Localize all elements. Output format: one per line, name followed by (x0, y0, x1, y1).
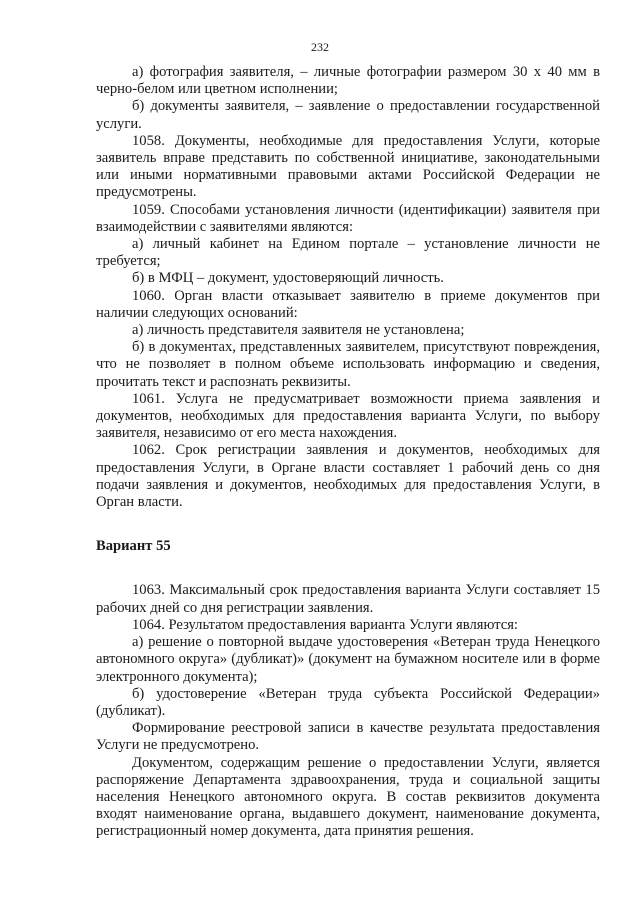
paragraph: а) личный кабинет на Едином портале – установление личности не требуется; (96, 236, 600, 270)
paragraph: б) в МФЦ – документ, удостоверяющий личность. (132, 270, 444, 287)
paragraph: 1061. Услуга не предусматривает возможности приема заявления и документов, необходимых для предоставления варианта Услуги, по выбору заявителя, независимо от его места нахождения. (96, 390, 600, 442)
paragraph: б) документы заявителя, – заявление о предоставлении государственной услуги. (96, 98, 600, 132)
paragraph: 1059. Способами установления личности (идентификации) заявителя при взаимодействии с заявителями являются: (96, 201, 600, 235)
paragraph: 1063. Максимальный срок предоставления варианта Услуги составляет 15 рабочих дней со дня регистрации заявления. (96, 582, 600, 616)
document-body (96, 64, 600, 841)
paragraph: а) решение о повторной выдаче удостоверения «Ветеран труда Ненецкого автономного округа» (дубликат)» (документ на бумажном носителе или в форме электронного документа); (96, 634, 600, 685)
paragraph: 1058. Документы, необходимые для предоставления Услуги, которые заявитель вправе представить по собственной инициативе, законодательными или иными нормативными правовыми актами Российской Федерации не предусмотрены. (96, 132, 600, 201)
paragraph: 1062. Срок регистрации заявления и документов, необходимых для предоставления Услуги, в Органе власти составляет 1 рабочий день со дня подачи заявления и документов, необходимых для предоставления Услуги, в Орган власти. (96, 442, 600, 511)
paragraph: 1064. Результатом предоставления варианта Услуги являются: (132, 616, 518, 633)
page-number: 232 (311, 40, 329, 54)
paragraph: Формирование реестровой записи в качестве результата предоставления Услуги не предусмотрено. (96, 720, 600, 754)
paragraph: а) личность представителя заявителя не установлена; (132, 322, 465, 339)
paragraph: Документом, содержащим решение о предоставлении Услуги, является распоряжение Департамента здравоохранения, труда и социальной защиты населения Ненецкого автономного округа. В состав реквизитов документа входят наименование органа, выдавшего документ, наименование документа, регистрационный номер документа, дата принятия решения. (96, 754, 600, 840)
paragraph: 1060. Орган власти отказывает заявителю в приеме документов при наличии следующих оснований: (96, 287, 600, 321)
paragraph: б) удостоверение «Ветеран труда субъекта Российской Федерации» (дубликат). (96, 685, 600, 719)
paragraph: а) фотография заявителя, – личные фотографии размером 30 х 40 мм в черно-белом или цветном исполнении; (96, 64, 600, 98)
paragraph: б) в документах, представленных заявителем, присутствуют повреждения, что не позволяет в полном объеме использовать информацию и сведения, прочитать текст и распознать реквизиты. (96, 339, 600, 390)
section-heading: Вариант 55 (96, 538, 171, 555)
